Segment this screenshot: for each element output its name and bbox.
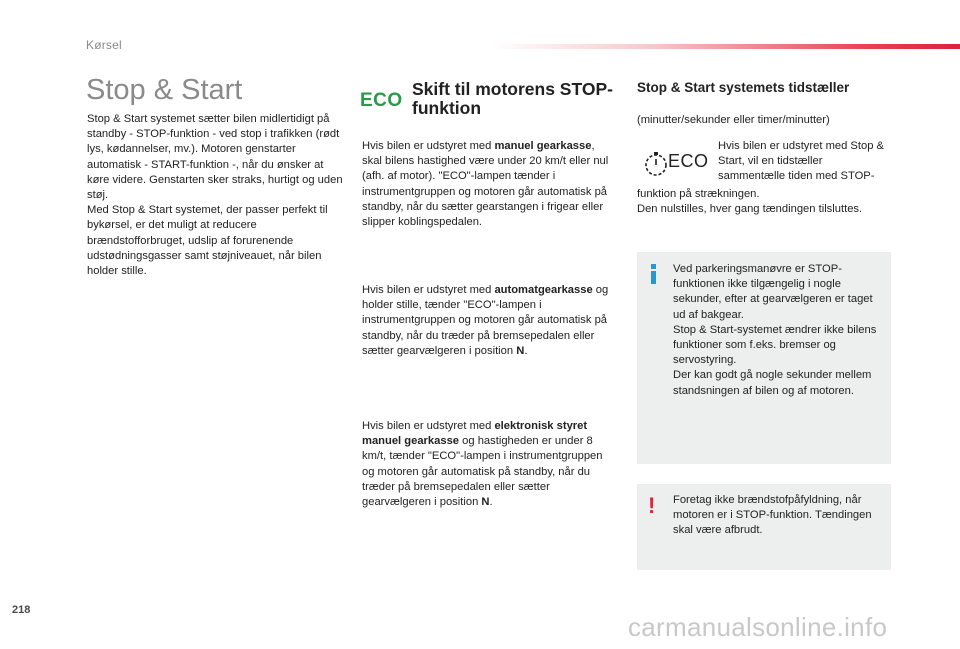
text-span: . (489, 496, 493, 509)
info-text (673, 262, 885, 399)
manual-gearbox-paragraph (362, 139, 617, 230)
text-span: Hvis bilen er udstyret med (362, 420, 495, 432)
exclamation-icon: ! (648, 493, 656, 518)
text-span: . (524, 344, 528, 357)
bold-term: manuel gearkasse (494, 140, 592, 152)
warning-box (637, 484, 891, 570)
timer-text-line: Den nulstilles, hver gang tændingen tilsluttes. (637, 203, 863, 216)
timer-eco-label: ECO (668, 151, 709, 171)
bold-term: automatgearkasse (494, 284, 593, 296)
info-icon (649, 264, 657, 284)
bold-term: N (516, 344, 525, 357)
eco-icon: ECO (360, 90, 403, 111)
text-span: , skal bilens hastighed være under 20 km/t eller nul (afh. af motor). "ECO"-lampen tænder i instrumentgruppen og motoren går automatisk på standby, når du sætter gearstangen i frigear eller slipper koblingspedalen. (362, 140, 609, 229)
stopwatch-icon (643, 151, 669, 177)
header-accent-bar (490, 44, 960, 49)
info-line: Ved parkeringsmanøvre er STOP-funktionen ikke tilgængelig i nogle sekunder, efter at gearvælgeren er taget ud af bakgear. (673, 263, 873, 321)
info-box (637, 252, 891, 464)
text-span: og holder stille, tænder "ECO"-lampen i instrumentgruppen og motoren går automatisk på standby, når du træder på bremsepedalen eller sætter gearvælgeren i position (362, 284, 609, 357)
timer-units: (minutter/sekunder eller timer/minutter) (637, 114, 830, 126)
electronic-gearbox-paragraph (362, 419, 617, 510)
info-line: Der kan godt gå nogle sekunder mellem standsningen af bilen og af motoren. (673, 369, 872, 397)
bold-term: elektronisk styret manuel gearkasse (362, 420, 588, 448)
section-heading-timer: Stop & Start systemets tidstæller (637, 80, 850, 95)
page-number: 218 (12, 604, 31, 616)
text-span: og hastigheden er under 8 km/t, tænder "ECO"-lampen i instrumentgruppen og motoren går automatisk på standby, når du træder på bremsepedalen eller sætter gearvælgeren i position (362, 435, 603, 509)
automatic-gearbox-paragraph (362, 283, 617, 359)
section-heading-stop: Skift til motorens STOP-funktion (412, 79, 613, 118)
intro-paragraph-1: Stop & Start systemet sætter bilen midlertidigt på standby - STOP-funktion - ved stop i trafikken (rødt lys, kødannelser, mv.). Motoren genstarter automatisk - START-funktion -, når du ønsker at køre videre. Genstarten sker straks, hurtigt og uden støj. (87, 113, 343, 202)
text-span: Hvis bilen er udstyret med (362, 284, 495, 296)
info-line: Stop & Start-systemet ændrer ikke bilens funktioner som f.eks. bremser og servostyring. (673, 323, 877, 367)
timer-text-rest (637, 187, 892, 217)
page-title: Stop & Start (86, 74, 243, 106)
watermark: carmanualsonline.info (628, 612, 888, 642)
timer-text-start: Hvis bilen er udstyret med Stop & Start, vil en tidstæller sammentælle tiden med STOP- (718, 140, 885, 183)
intro-paragraph-2: Med Stop & Start systemet, der passer perfekt til bykørsel, er det muligt at reducere brændstofforbruget, udslip af forurenende udstødningsgasser samt støjniveauet, når bilen holder stille. (87, 204, 328, 278)
intro-text (87, 112, 347, 279)
timer-text-line: funktion på strækningen. (637, 188, 760, 200)
text-span: Hvis bilen er udstyret med (362, 140, 495, 152)
warning-text: Foretag ikke brændstofpåfyldning, når motoren er i STOP-funktion. Tændingen skal være afbrudt. (673, 494, 872, 537)
bold-term: N (481, 496, 490, 509)
section-label: Kørsel (86, 38, 122, 52)
